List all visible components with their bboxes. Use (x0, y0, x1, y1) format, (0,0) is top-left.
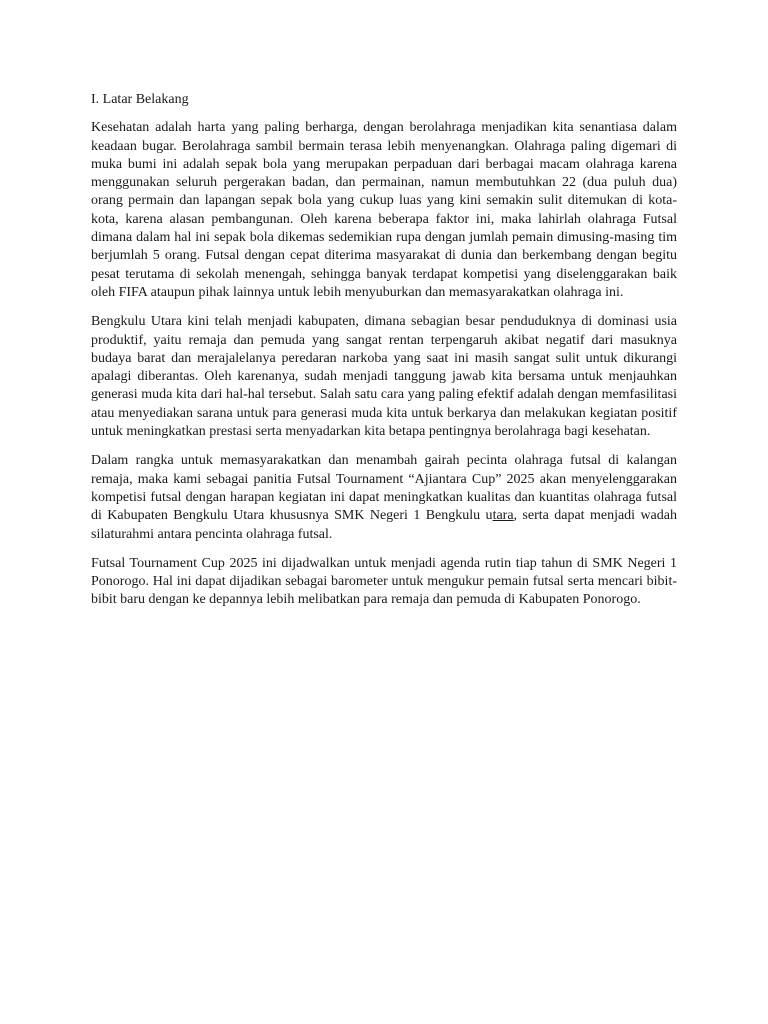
paragraph-2: Bengkulu Utara kini telah menjadi kabupaten, dimana sebagian besar penduduknya di dominasi usia produktif, yaitu remaja dan pemuda yang sangat rentan terpengaruh akibat negatif dari masuknya budaya barat dan merajalelanya peredaran narkoba yang saat ini masih sangat sulit untuk dikurangi apalagi diberantas. Oleh karenanya, sudah menjadi tanggung jawab kita bersama untuk menjauhkan generasi muda kita dari hal-hal tersebut. Salah satu cara yang paling efektif adalah dengan memfasilitasi atau menyediakan sarana untuk para generasi muda kita untuk berkarya dan melakukan kegiatan positif untuk meningkatkan prestasi serta menyadarkan kita betapa pentingnya berolahraga bagi kesehatan. (91, 314, 677, 440)
paragraph-3-text-after: , serta dapat menjadi wadah silaturahmi antara pencinta olahraga futsal. (91, 508, 677, 542)
paragraph-4: Futsal Tournament Cup 2025 ini dijadwalkan untuk menjadi agenda rutin tiap tahun di SMK Negeri 1 Ponorogo. Hal ini dapat dijadikan sebagai barometer untuk mengukur pemain futsal serta mencari bibit-bibit baru dengan ke depannya lebih melibatkan para remaja dan pemuda di Kabupaten Ponorogo. (91, 555, 677, 608)
paragraph-3 (91, 452, 677, 543)
document-body (91, 91, 677, 621)
paragraph-3-underlined-text: tara (492, 508, 514, 524)
section-heading: I. Latar Belakang (91, 92, 189, 107)
paragraph-3-text-before: Dalam rangka untuk memasyarakatkan dan menambah gairah pecinta olahraga futsal di kalangan remaja, maka kami sebagai panitia Futsal Tournament “Ajiantara Cup” 2025 akan menyelenggarakan kompetisi futsal dengan harapan kegiatan ini dapat meningkatkan kualitas dan kuantitas olahraga futsal di Kabupaten Bengkulu Utara khususnya SMK Negeri 1 Bengkulu u (91, 453, 677, 524)
paragraph-1: Kesehatan adalah harta yang paling berharga, dengan berolahraga menjadikan kita senantiasa dalam keadaan bugar. Berolahraga sambil bermain terasa lebih menyenangkan. Olahraga paling digemari di muka bumi ini adalah sepak bola yang merupakan perpaduan dari berbagai macam olahraga karena menggunakan seluruh pergerakan badan, dan permainan, namun membutuhkan 22 (dua puluh dua) orang permain dan lapangan sepak bola yang cukup luas yang kini semakin sulit ditemukan di kota-kota, karena alasan pembangunan. Oleh karena beberapa faktor ini, maka lahirlah olahraga Futsal dimana dalam hal ini sepak bola dikemas sedemikian rupa dengan jumlah pemain dimusing-masing tim berjumlah 5 orang. Futsal dengan cepat diterima masyarakat di dunia dan berkembang dengan begitu pesat terutama di sekolah menengah, sehingga banyak terdapat kompetisi yang diselenggarakan baik oleh FIFA ataupun pihak lainnya untuk lebih menyuburkan dan memasyarakatkan olahraga ini. (91, 120, 677, 300)
